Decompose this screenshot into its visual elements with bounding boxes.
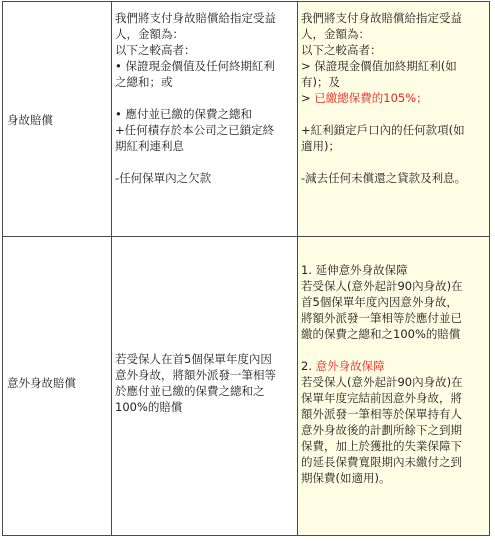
text-line: 將額外派發一筆相等於應付並已 — [301, 311, 462, 325]
text-line: 額外派發一筆相等於保單持有人 — [301, 407, 462, 421]
text-line: 意外身故，將額外派發一筆相等 — [115, 368, 276, 382]
text-line: 保單年度完結前因意外身故，將 — [301, 391, 462, 405]
text-line — [115, 154, 295, 170]
text-line: 的延長保費寬限期內未繳付之到 — [301, 455, 462, 469]
text-line: > 保證現金價值加終期紅利(如 — [301, 59, 457, 73]
text-line: 若受保人在首5個保單年度內因 — [115, 352, 272, 366]
text-line: 若受保人(意外起計90內身故)在 — [301, 279, 463, 293]
accidental-death-label: 意外身故賠償 — [7, 376, 76, 390]
benefits-table — [2, 1, 490, 536]
text-line: 人，金額為： — [115, 27, 184, 41]
death-benefit-plan-a — [115, 10, 295, 186]
row-label-death-benefit — [7, 112, 107, 128]
accidental-death-plan-a — [115, 351, 295, 415]
text-line: 我們將支付身故賠償給指定受益 — [301, 11, 462, 25]
text-line — [301, 154, 489, 170]
blank-line — [301, 342, 489, 358]
section-number: 2. — [301, 359, 316, 373]
text-line: 以下之較高者： — [301, 43, 382, 57]
row-label-accidental-death — [7, 375, 107, 391]
text-line: • 保證現金價值及任何終期紅利 — [115, 59, 275, 73]
death-benefit-label: 身故賠償 — [7, 113, 53, 127]
text-line: 我們將支付身故賠償給指定受益 — [115, 11, 276, 25]
death-benefit-plan-b — [301, 10, 489, 186]
text-line: +紅利鎖定戶口內的任何款項(如 — [301, 123, 465, 137]
text-line: 100%的賠償 — [115, 400, 183, 414]
text-line: 人，金額為： — [301, 27, 370, 41]
bullet-marker: > — [301, 91, 315, 105]
text-line: -任何保單內之欠款 — [115, 171, 212, 185]
text-line: 適用)； — [301, 139, 340, 153]
text-line: 意外身故後的計劃所餘下之到期 — [301, 423, 462, 437]
accidental-death-plan-b — [301, 262, 489, 486]
section-heading-highlight — [301, 358, 489, 374]
text-line-highlight — [301, 90, 489, 106]
divider-col2 — [297, 2, 298, 535]
text-line: 之總和；或 — [115, 75, 173, 89]
text-line: +任何積存於本公司之已鎖定終 — [115, 123, 275, 137]
text-line: 於應付並已繳的保費之總和之 — [115, 384, 265, 398]
text-line: 有)；及 — [301, 75, 340, 89]
text-line: -減去任何未償還之貸款及利息。 — [301, 171, 467, 185]
text-line: 期紅利連利息 — [115, 139, 184, 153]
divider-row — [3, 236, 489, 237]
text-line: 若受保人(意外起計90內身故)在 — [301, 375, 463, 389]
text-line: 繳的保費之總和之100%的賠償 — [301, 327, 461, 341]
text-line: • 應付並已繳的保費之總和 — [115, 107, 252, 121]
text-line: 首5個保單年度內因意外身故， — [301, 295, 458, 309]
section-heading: 1. 延伸意外身故保障 — [301, 263, 408, 277]
text-line: 期保費(如適用)。 — [301, 471, 391, 485]
text-line — [301, 106, 489, 122]
text-line: 保費，加上於獲批的失業保障下 — [301, 439, 462, 453]
text-line — [115, 90, 295, 106]
text-line: 以下之較高者： — [115, 43, 196, 57]
red-text: 已繳總保費的105%； — [314, 91, 428, 105]
red-text: 意外身故保障 — [315, 359, 385, 373]
divider-col1 — [111, 2, 112, 535]
